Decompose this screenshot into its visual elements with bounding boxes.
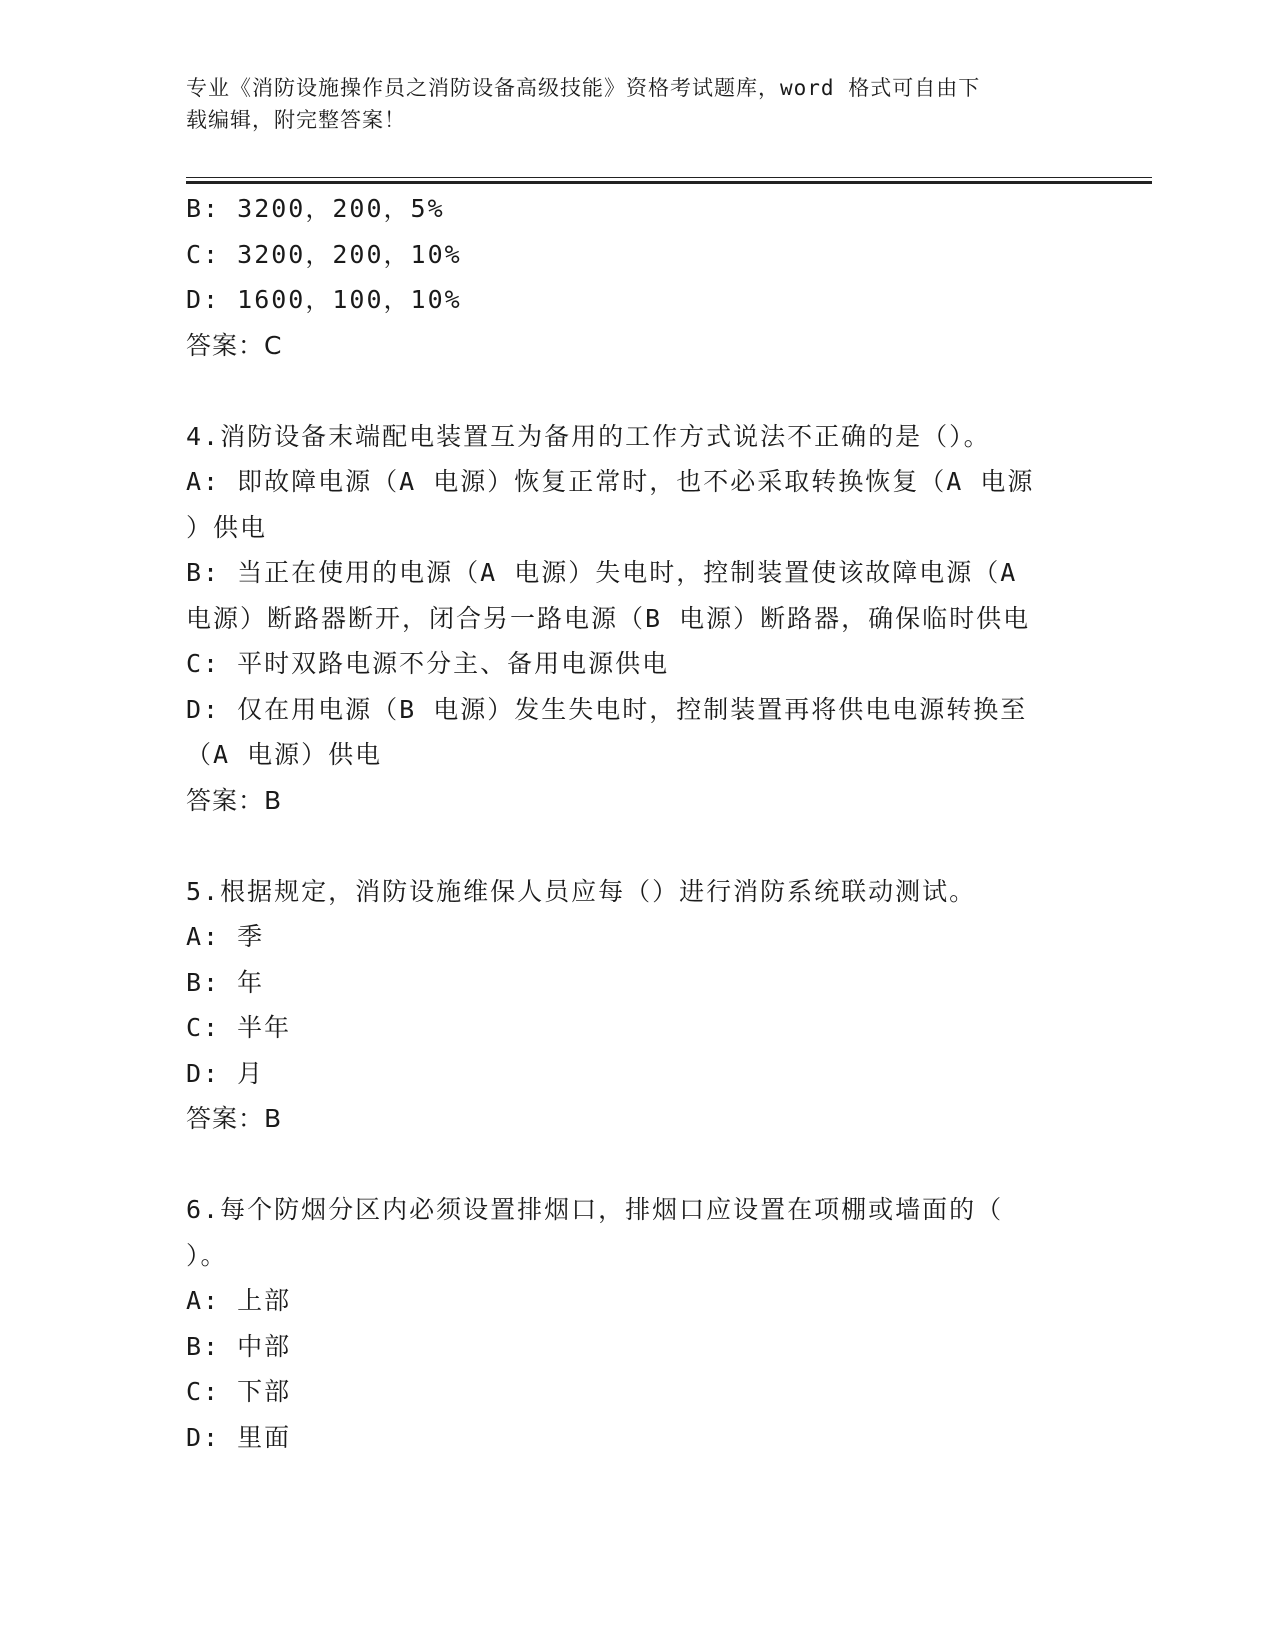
q4-option-b-line2: 电源）断路器断开，闭合另一路电源（B 电源）断路器，确保临时供电	[186, 603, 1031, 633]
spacer	[186, 368, 1086, 414]
q4-option-a-line1: A: 即故障电源（A 电源）恢复正常时，也不必采取转换恢复（A 电源	[186, 467, 1035, 496]
header-line-1: 专业《消防设施操作员之消防设备高级技能》资格考试题库，word 格式可自由下	[186, 76, 981, 100]
q5-option-b: B: 年	[186, 967, 265, 997]
q4-option-b-line1: B: 当正在使用的电源（A 电源）失电时，控制装置使该故障电源（A	[186, 558, 1018, 587]
question-content	[186, 186, 1086, 1460]
q4-option-a-line2: ）供电	[186, 512, 268, 542]
q4-answer: 答案：B	[186, 785, 283, 815]
q5-answer: 答案：B	[186, 1104, 283, 1133]
q4-option-d-line1: D: 仅在用电源（B 电源）发生失电时，控制装置再将供电电源转换至	[186, 694, 1028, 724]
q4-question: 4.消防设备末端配电装置互为备用的工作方式说法不正确的是（）。	[186, 421, 991, 451]
spacer	[186, 823, 1086, 869]
header-line-2: 载编辑，附完整答案！	[186, 108, 406, 132]
header-rule-thick	[186, 181, 1152, 184]
prev-option-d: D: 1600，100，10%	[186, 285, 462, 314]
spacer	[186, 1142, 1086, 1188]
q6-option-c: C: 下部	[186, 1377, 292, 1406]
q5-question: 5.根据规定，消防设施维保人员应每（）进行消防系统联动测试。	[186, 876, 977, 906]
q6-option-b: B: 中部	[186, 1331, 292, 1361]
q6-question-line1: 6.每个防烟分区内必须设置排烟口，排烟口应设置在项棚或墙面的（	[186, 1195, 1004, 1224]
q6-option-d: D: 里面	[186, 1422, 292, 1452]
page-header	[186, 72, 1086, 136]
q5-option-a: A: 季	[186, 922, 265, 951]
q4-option-d-line2: （A 电源）供电	[186, 740, 383, 769]
header-rule-thin	[186, 177, 1152, 178]
q5-option-d: D: 月	[186, 1058, 265, 1088]
q5-option-c: C: 半年	[186, 1013, 292, 1042]
q6-question-line2: ）。	[186, 1240, 228, 1270]
q6-option-a: A: 上部	[186, 1286, 292, 1315]
prev-option-c: C: 3200，200，10%	[186, 239, 462, 269]
prev-option-b: B: 3200，200，5%	[186, 194, 445, 223]
q4-option-c: C: 平时双路电源不分主、备用电源供电	[186, 649, 670, 678]
prev-answer: 答案：C	[186, 330, 283, 360]
